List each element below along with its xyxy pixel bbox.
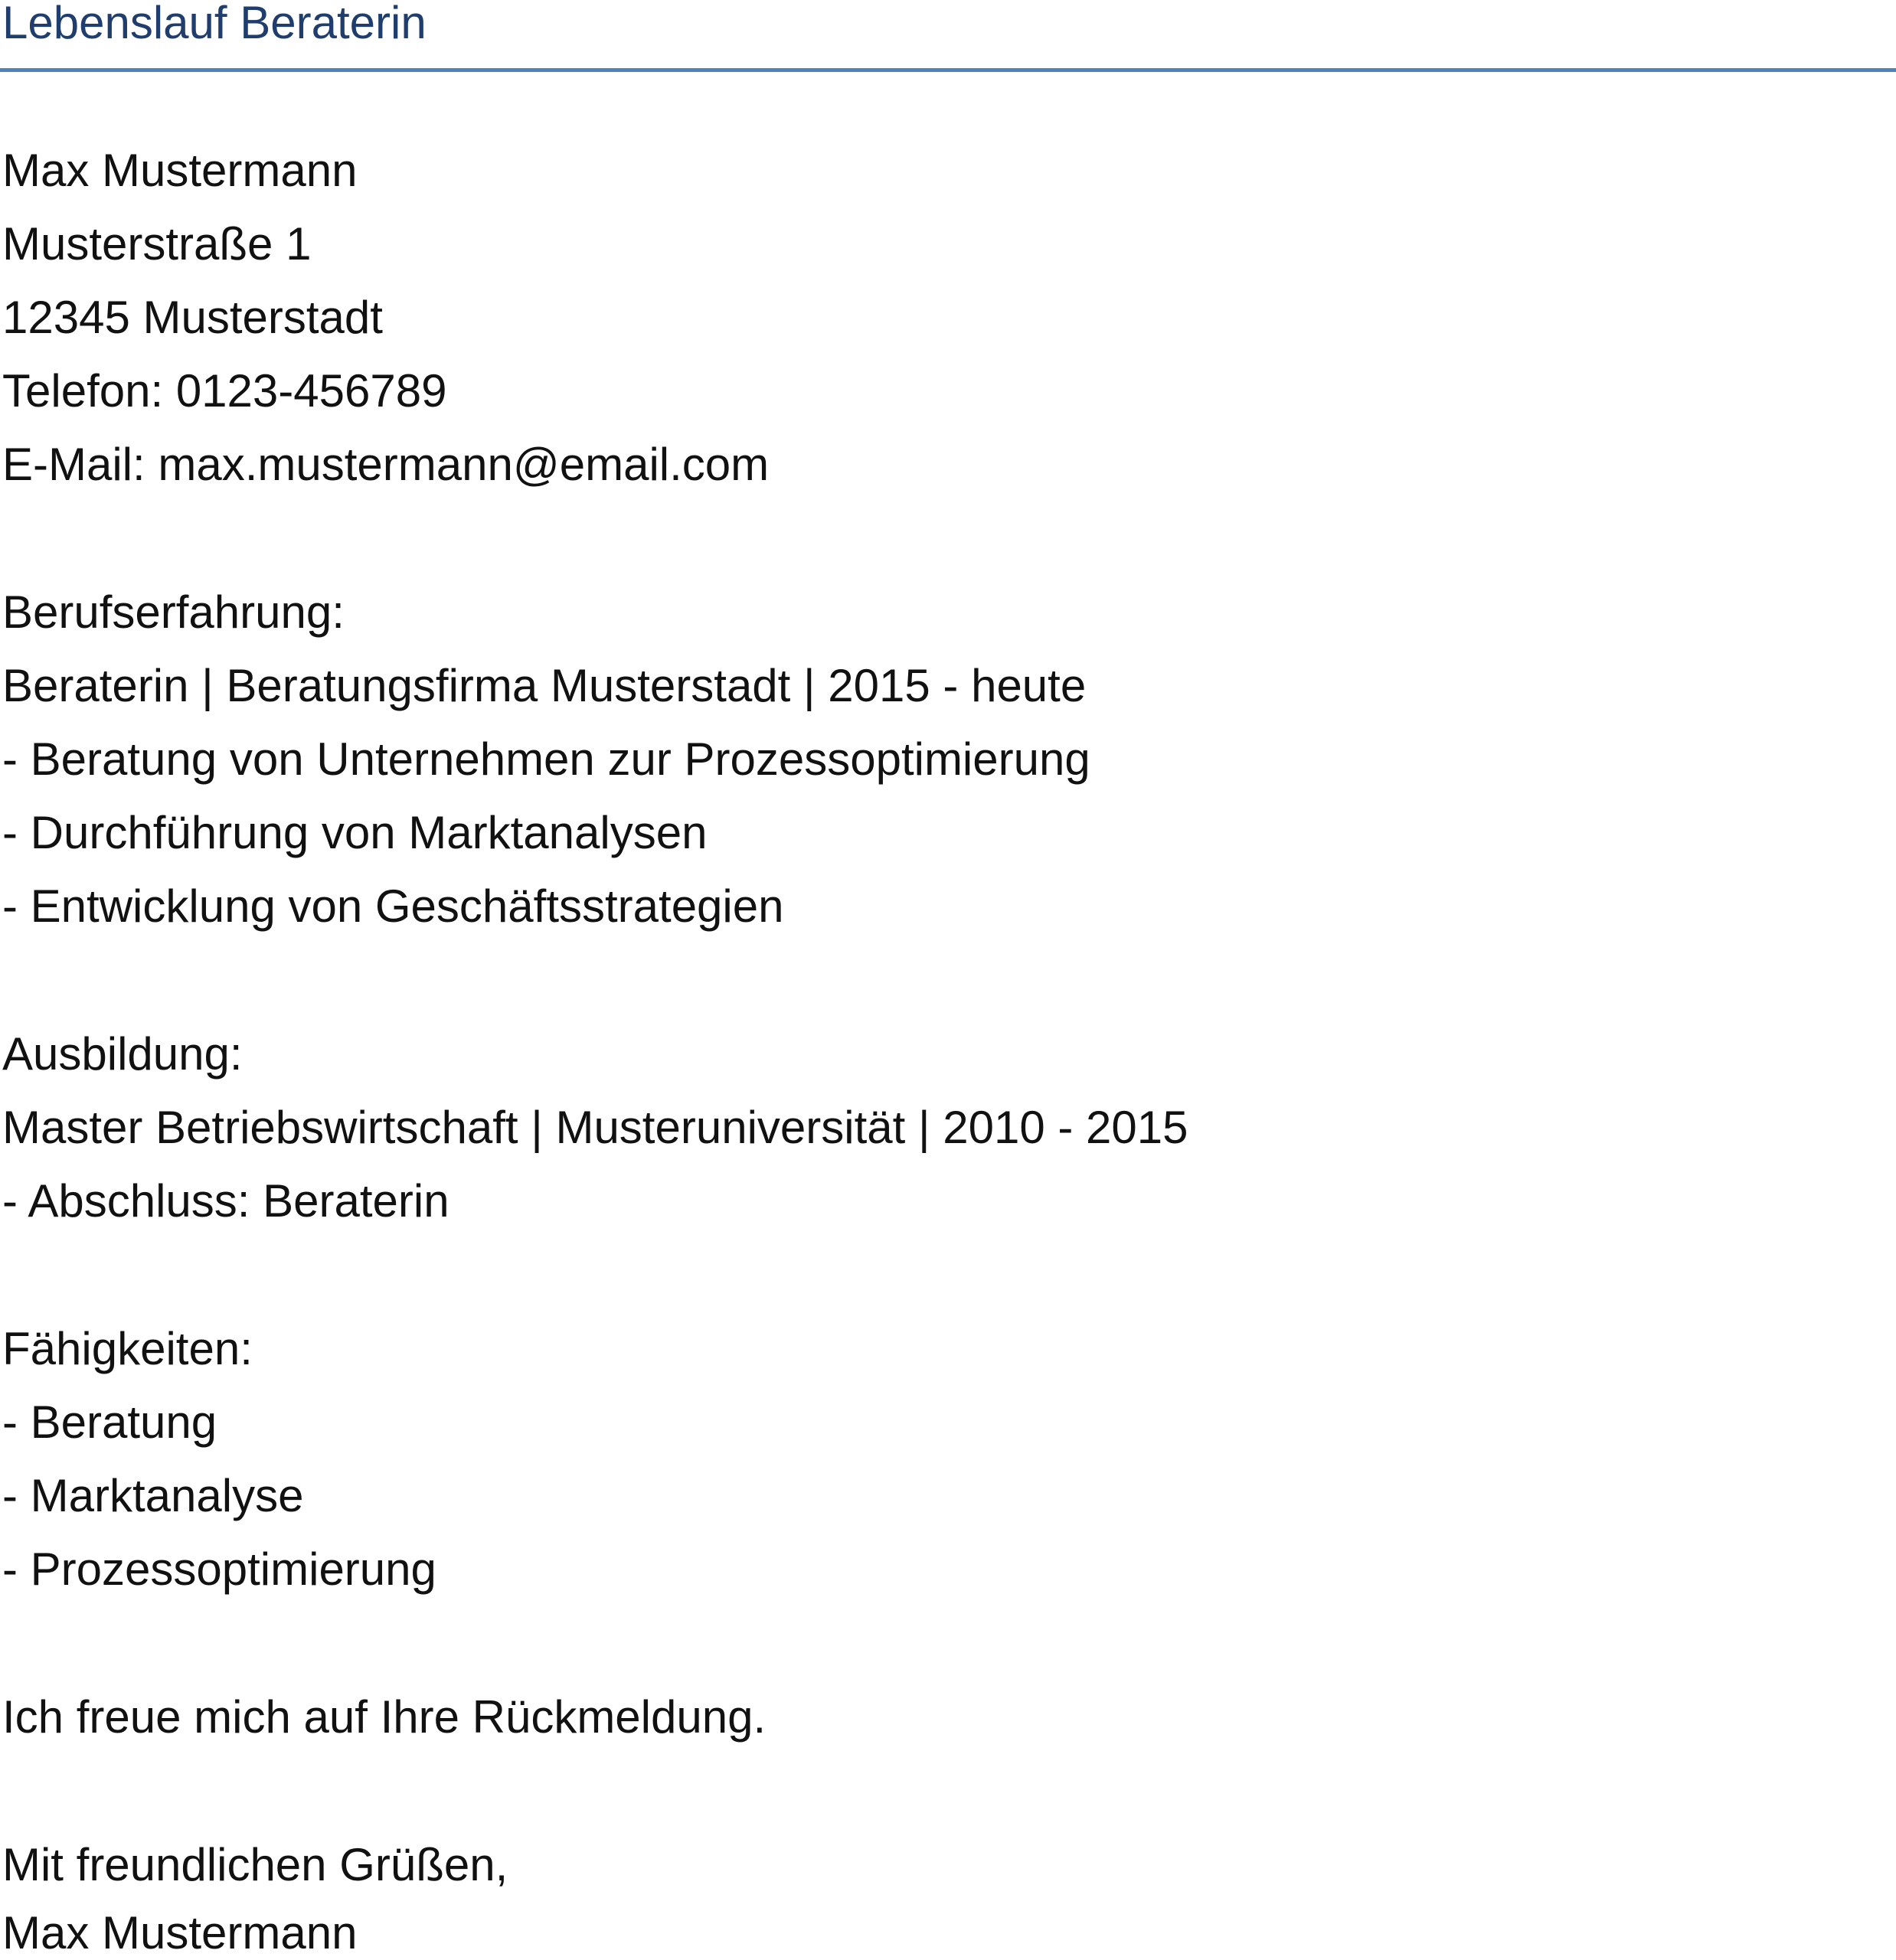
experience-heading: Berufserfahrung:: [2, 586, 345, 638]
skill-item: - Marktanalyse: [2, 1470, 304, 1521]
contact-name: Max Mustermann: [2, 145, 358, 196]
title-divider: [0, 68, 1896, 72]
experience-item: - Durchführung von Marktanalysen: [2, 807, 708, 858]
experience-item: - Beratung von Unternehmen zur Prozessoptimierung: [2, 733, 1090, 785]
closing-sentence: Ich freue mich auf Ihre Rückmeldung.: [2, 1691, 767, 1743]
education-degree: Master Betriebswirtschaft | Musteruniversität | 2010 - 2015: [2, 1102, 1188, 1153]
education-heading: Ausbildung:: [2, 1028, 243, 1080]
skills-heading: Fähigkeiten:: [2, 1323, 253, 1374]
contact-phone: Telefon: 0123-456789: [2, 365, 447, 416]
skill-item: - Prozessoptimierung: [2, 1544, 436, 1595]
document-title: Lebenslauf Beraterin: [2, 0, 427, 48]
contact-street: Musterstraße 1: [2, 218, 312, 270]
contact-email: E-Mail: max.mustermann@email.com: [2, 439, 770, 490]
closing-signature: Max Mustermann: [2, 1907, 358, 1958]
closing-greeting: Mit freundlichen Grüßen,: [2, 1839, 508, 1890]
experience-position: Beraterin | Beratungsfirma Musterstadt | 2015 - heute: [2, 660, 1087, 711]
education-item: - Abschluss: Beraterin: [2, 1175, 449, 1227]
skill-item: - Beratung: [2, 1396, 217, 1448]
contact-city: 12345 Musterstadt: [2, 292, 383, 343]
experience-item: - Entwicklung von Geschäftsstrategien: [2, 880, 784, 932]
